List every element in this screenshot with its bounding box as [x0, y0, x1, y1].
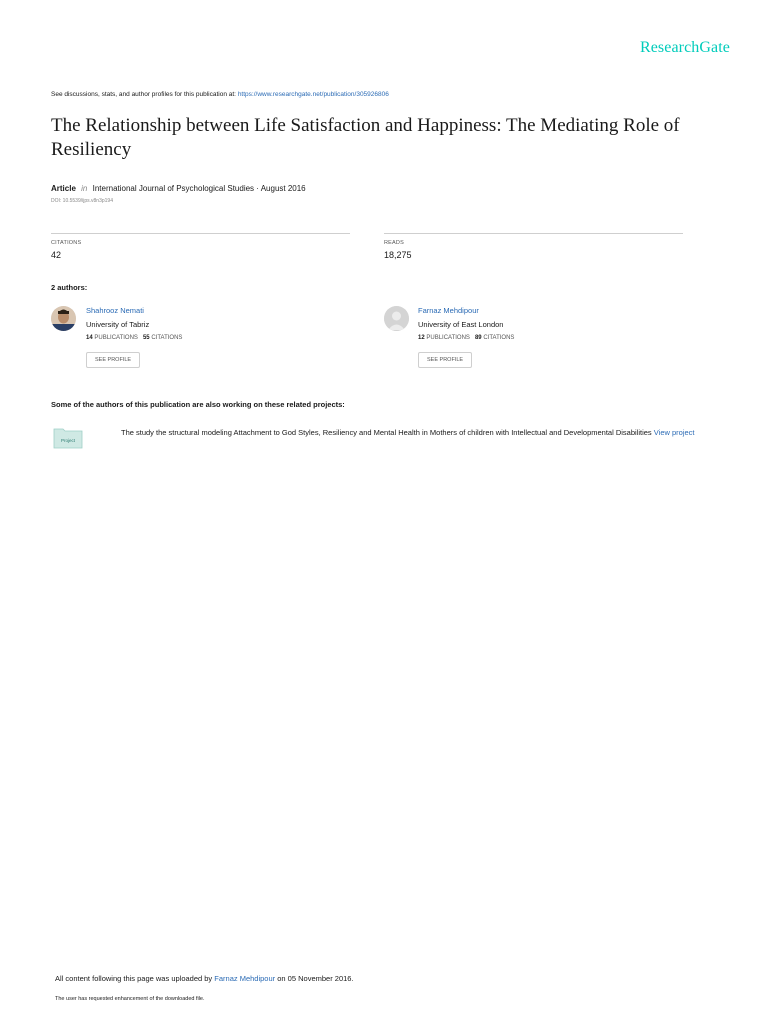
- doi: DOI: 10.5539/ijps.v8n3p194: [51, 198, 113, 204]
- publications-count: 14: [86, 335, 93, 341]
- citations-count: 55: [142, 335, 150, 341]
- uploader-link[interactable]: Farnaz Mehdipour: [214, 974, 276, 983]
- citations-word: CITATIONS: [483, 335, 515, 341]
- citations-value: 42: [51, 250, 62, 260]
- enhancement-note: The user has requested enhancement of the downloaded file.: [55, 996, 205, 1002]
- author-name-link[interactable]: Shahrooz Nemati: [86, 306, 144, 315]
- authors-label: 2 authors:: [51, 283, 88, 292]
- author-name-link[interactable]: Farnaz Mehdipour: [418, 306, 479, 315]
- author-institution: University of Tabriz: [86, 320, 150, 329]
- author-stats: [86, 335, 182, 341]
- project-title: The study the structural modeling Attachment to God Styles, Resiliency and Mental Health in Mothers of children with Intellectual and Developmental Disabilities: [121, 428, 652, 437]
- reads-label: READS: [384, 240, 404, 246]
- default-avatar-icon: [384, 306, 409, 331]
- related-projects-label: Some of the authors of this publication are also working on these related projects:: [51, 400, 345, 409]
- researchgate-logo[interactable]: ResearchGate: [639, 39, 730, 56]
- publication-meta: [51, 184, 306, 193]
- see-discussions-line: [51, 91, 389, 98]
- upload-suffix: on 05 November 2016.: [277, 974, 354, 983]
- citations-divider: [51, 233, 350, 234]
- publications-word: PUBLICATIONS: [94, 335, 138, 341]
- author-institution: University of East London: [418, 320, 504, 329]
- project-icon-label: Project: [60, 438, 76, 443]
- publications-word: PUBLICATIONS: [426, 335, 470, 341]
- see-profile-button[interactable]: SEE PROFILE: [418, 352, 472, 368]
- reads-value: 18,275: [384, 250, 412, 260]
- publication-type: Article: [51, 184, 76, 193]
- author-avatar[interactable]: [384, 306, 409, 331]
- author-photo-icon: [51, 306, 76, 331]
- see-profile-button[interactable]: SEE PROFILE: [86, 352, 140, 368]
- publications-count: 12: [418, 335, 425, 341]
- upload-prefix: All content following this page was uploaded by: [55, 974, 213, 983]
- view-project-link[interactable]: View project: [653, 428, 695, 437]
- citations-word: CITATIONS: [151, 335, 183, 341]
- journal-date: International Journal of Psychological Studies · August 2016: [92, 184, 306, 193]
- citations-count: 89: [474, 335, 482, 341]
- publication-url-link[interactable]: https://www.researchgate.net/publication/305926806: [237, 91, 389, 98]
- author-stats: [418, 335, 514, 341]
- project-description: [121, 426, 721, 440]
- reads-divider: [384, 233, 683, 234]
- in-word: in: [81, 184, 88, 193]
- author-avatar[interactable]: [51, 306, 76, 331]
- upload-notice: [55, 974, 354, 983]
- see-discussions-text: See discussions, stats, and author profiles for this publication at:: [51, 91, 236, 98]
- citations-label: CITATIONS: [51, 240, 82, 246]
- project-folder-icon[interactable]: [53, 426, 83, 449]
- publication-title: The Relationship between Life Satisfaction and Happiness: The Mediating Role of Resiliency: [51, 115, 680, 160]
